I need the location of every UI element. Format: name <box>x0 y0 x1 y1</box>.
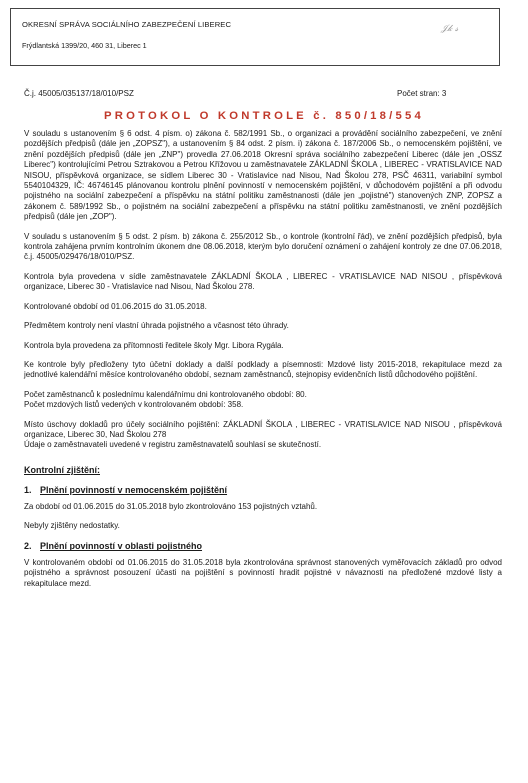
paragraph-employee-count: Počet zaměstnanců k poslednímu kalendářnímu dni kontrolovaného období: 80. <box>24 389 307 399</box>
section-1-result: Nebyly zjištěny nedostatky. <box>24 520 120 530</box>
letterhead-box <box>10 8 500 66</box>
paragraph-control-place: Kontrola byla provedena v sídle zaměstnavatele ZÁKLADNÍ ŠKOLA , LIBEREC - VRATISLAVICE NAD NISOU , příspěvková organizace, Liberec 30 - Vratislavice nad Nisou, Nad Školou 278. <box>24 271 502 292</box>
organization-address: Frýdlantská 1399/20, 460 31, Liberec 1 <box>22 41 147 50</box>
paragraph-presence: Kontrola byla provedena za přítomnosti ředitele školy Mgr. Libora Rygála. <box>24 340 284 350</box>
document-body <box>24 129 502 598</box>
paragraph-control-subject: Předmětem kontroly není vlastní úhrada pojistného a včasnost této úhrady. <box>24 321 289 331</box>
section-2-number: 2. <box>24 541 32 552</box>
section-2-text: V kontrolovaném období od 01.06.2015 do 31.05.2018 byla zkontrolována správnost stanovených vyměřovacích základů pro odvod pojistného a správnost posouzení účasti na pojištění s povinností hradit pojistné v návaznosti na předložené mzdové listy a rekapitulace mezd. <box>24 557 502 588</box>
section-1-text: Za období od 01.06.2015 do 31.05.2018 bylo zkontrolováno 153 pojistných vztahů. <box>24 501 318 511</box>
page-count: Počet stran: 3 <box>397 89 447 98</box>
section-1-number: 1. <box>24 485 32 496</box>
paragraph-documents: Ke kontrole byly předloženy tyto účetní doklady a další podklady a písemnosti: Mzdové listy 2015-2018, rekapitulace mezd za jednotlivé kalendářní měsíce kontrolovaného období, seznam zaměstnanců, stejnopisy evidenčních listů důchodového pojištění. <box>24 359 502 380</box>
handwritten-mark: 𝒥𝓀 𝓈 <box>441 24 459 34</box>
section-1-heading <box>24 485 502 495</box>
document-title: PROTOKOL O KONTROLE č. 850/18/554 <box>104 110 424 122</box>
paragraph-payroll-count: Počet mzdových listů vedených v kontrolovaném období: 358. <box>24 400 244 410</box>
paragraph-control-period: Kontrolované období od 01.06.2015 do 31.05.2018. <box>24 301 207 311</box>
paragraph-control-start: V souladu s ustanovením § 5 odst. 2 písm. b) zákona č. 255/2012 Sb., o kontrole (kontrolní řád), ve znění pozdějších předpisů, byla kontrola zahájena prvním kontrolním úkonem dne 08.06.2018, kterým bylo doručení oznámení o zahájení kontroly ze dne 07.06.2018, č.j. 45005/029476/18/010/PSZ. <box>24 231 502 262</box>
section-2-label: Plnění povinností v oblasti pojistného <box>40 541 203 552</box>
reference-number: Č.j. 45005/035137/18/010/PSZ <box>24 89 134 98</box>
paragraph-legal-basis: V souladu s ustanovením § 6 odst. 4 písm. o) zákona č. 582/1991 Sb., o organizaci a provádění sociálního zabezpečení, ve znění pozdějších předpisů (dále jen „ZOPSZ"), a ustanovením § 84 odst. 2 písm. i) zákona č. 187/2006 Sb., o nemocenském pojištění, ve znění pozdějších předpisů (dále jen „ZNP") provedla 27.06.2018 Okresní správa sociálního zabezpečení Liberec (dále jen „OSSZ Liberec") kontrolujícími Petrou Sztrakovou a Petrou Křížovou u zaměstnavatele ZÁKLADNÍ ŠKOLA , LIBEREC - VRATISLAVICE NAD NISOU, příspěvková organizace, se sídlem Liberec 30 - Vratislavice nad Nisou, Nad Školou 278, PSČ 46311, variabilní symbol 5540104329, IČ: 46746145 plánovanou kontrolu plnění povinností v nemocenském pojištění, v důchodovém pojištění a při odvodu pojistného na sociální zabezpečení a příspěvku na státní politiku zaměstnanosti (dále jen „pojistné") stanovených ZNP, ZOPSZ a zákonem č. 589/1992 Sb., o pojistném na sociální zabezpečení a příspěvku na státní politiku zaměstnanosti, ve znění pozdějších předpisů (dále jen „ZOP"). <box>24 129 502 222</box>
section-2-heading <box>24 541 502 551</box>
organization-name: OKRESNÍ SPRÁVA SOCIÁLNÍHO ZABEZPEČENÍ LIBEREC <box>22 20 232 29</box>
paragraph-register: Údaje o zaměstnavateli uvedené v registru zaměstnavatelů souhlasí se skutečností. <box>24 440 322 450</box>
findings-heading: Kontrolní zjištění: <box>24 464 100 475</box>
section-1-label: Plnění povinností v nemocenském pojištění <box>40 485 228 496</box>
paragraph-storage-place: Místo úschovy dokladů pro účely sociálního pojištění: ZÁKLADNÍ ŠKOLA , LIBEREC - VRATISLAVICE NAD NISOU , příspěvková organizace, Liberec 30, Nad Školou 278 <box>24 419 502 439</box>
